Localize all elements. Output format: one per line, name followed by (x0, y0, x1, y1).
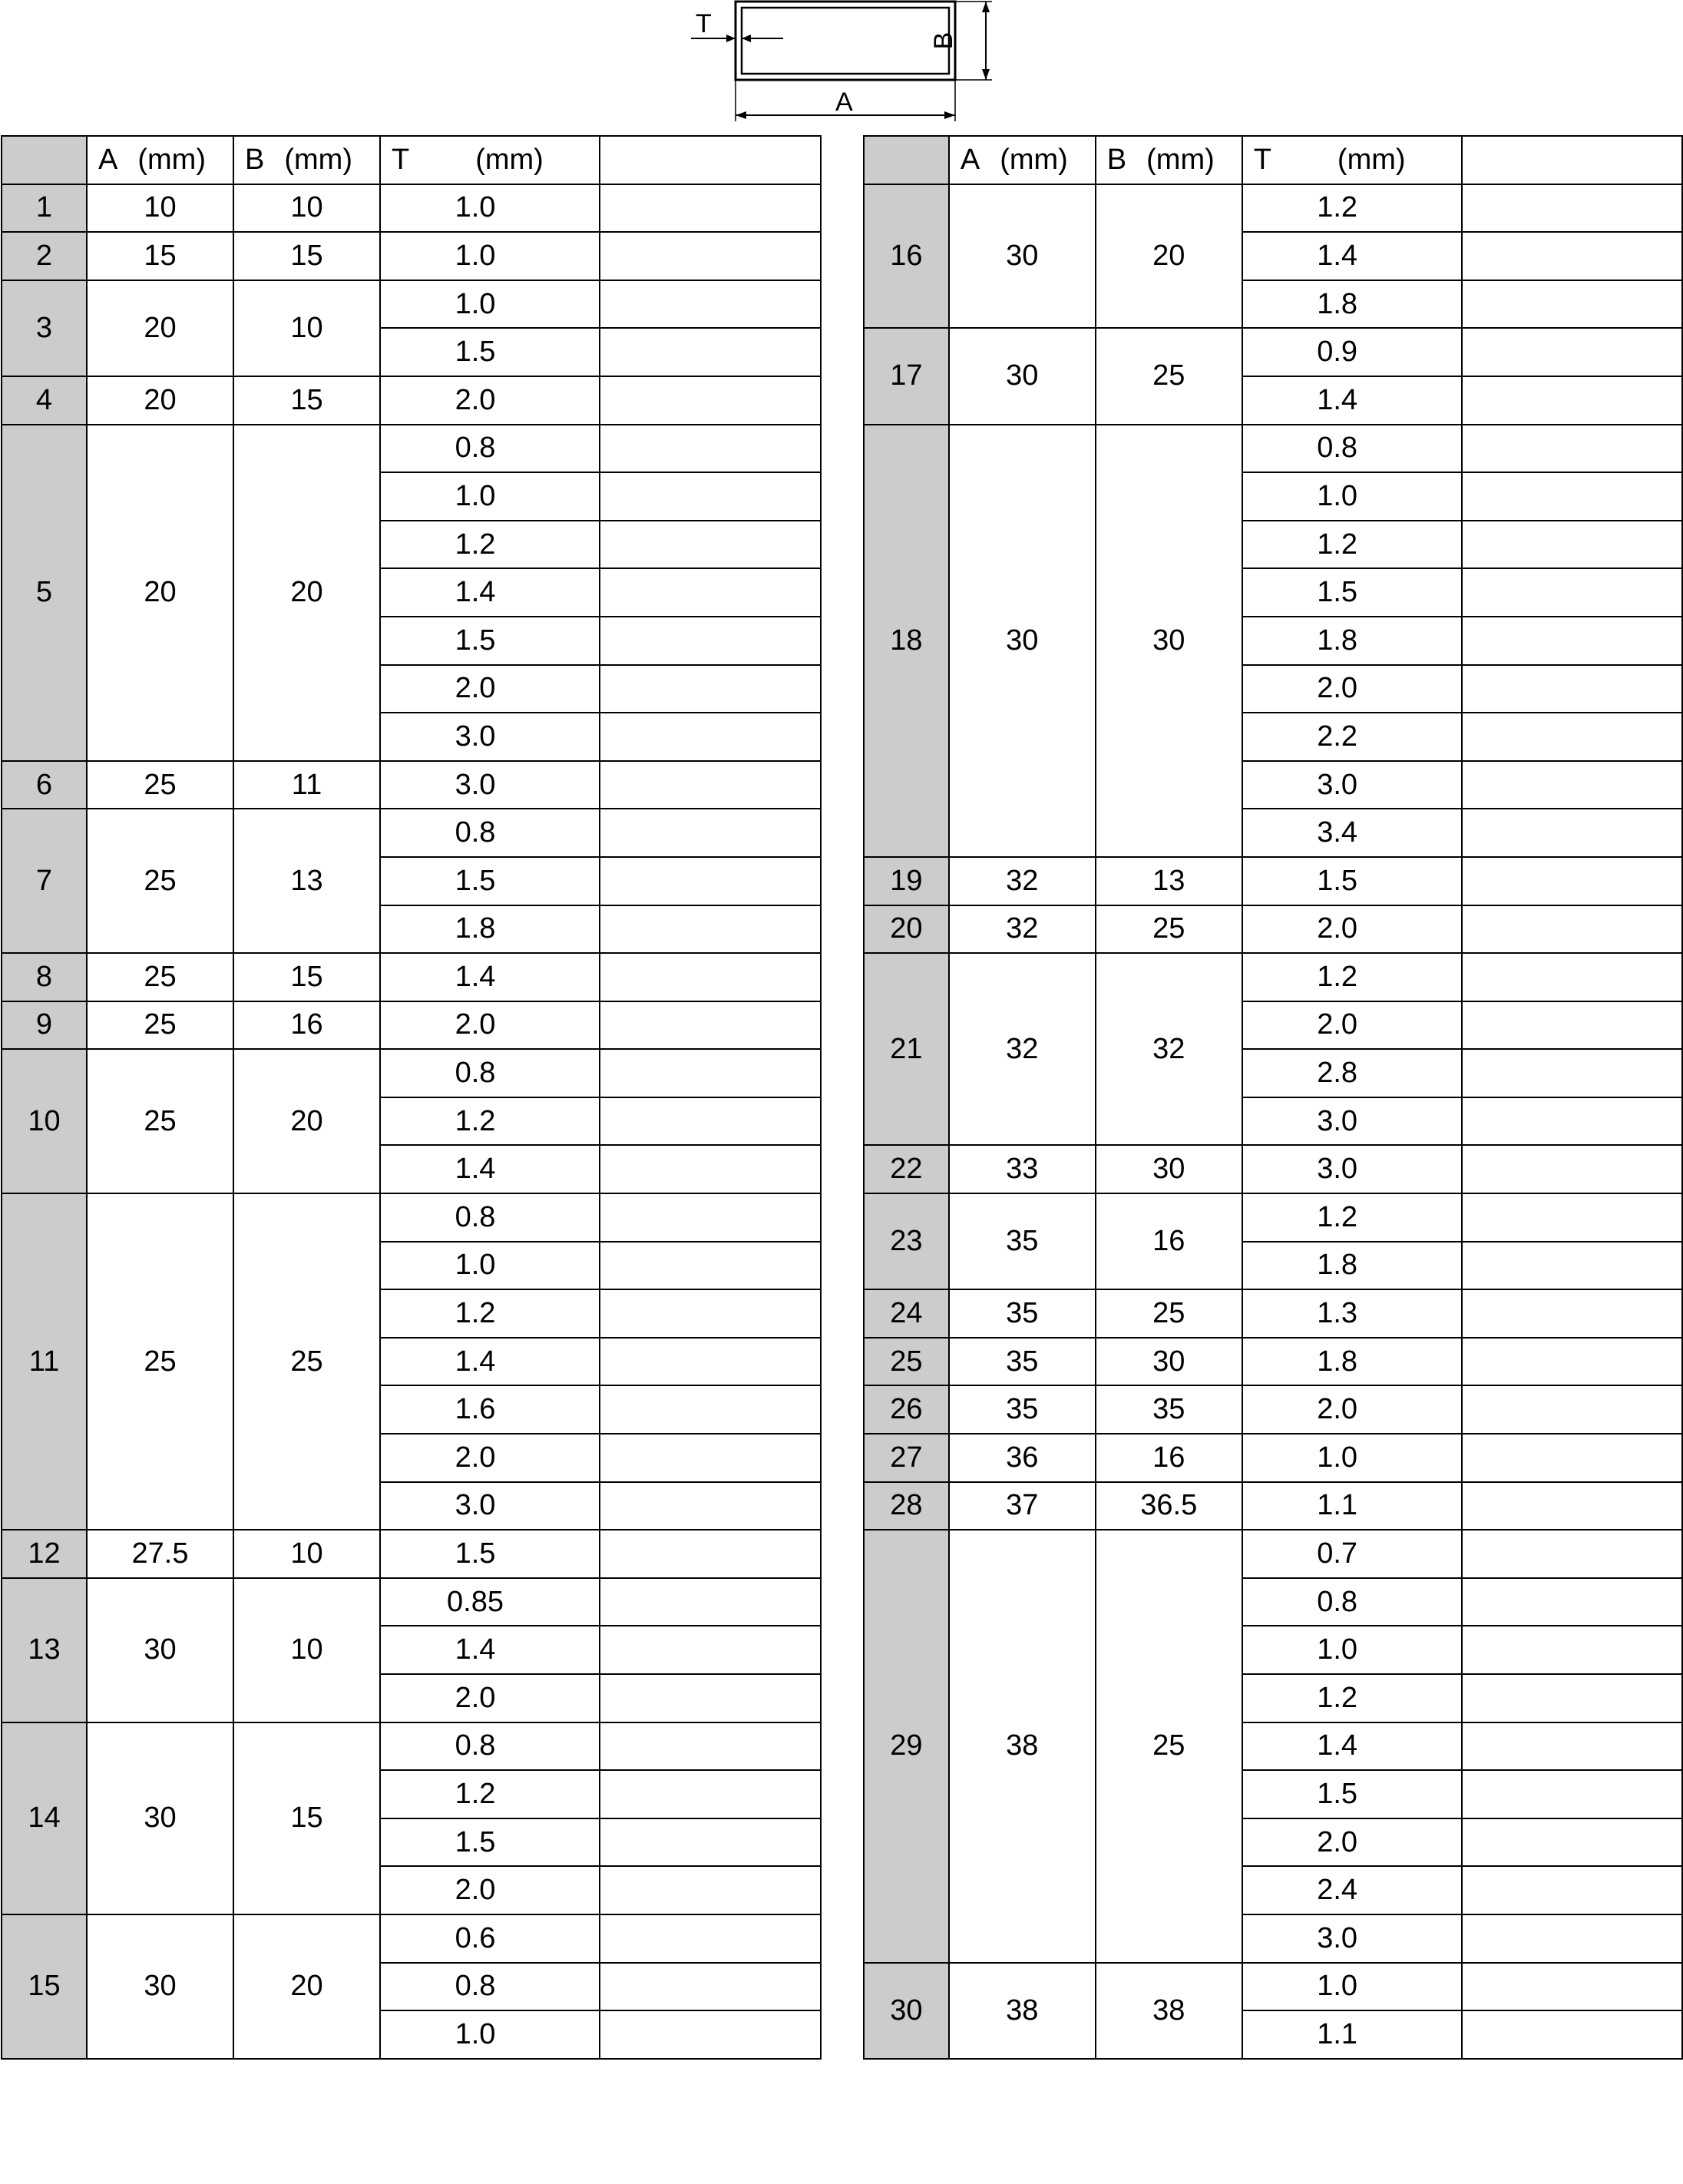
dim-b-cell: 25 (1096, 1289, 1242, 1338)
header-a: A (mm) (87, 136, 233, 184)
thickness-cell: 1.0 (380, 472, 600, 521)
blank-cell (1462, 1626, 1682, 1674)
blank-cell (600, 472, 821, 521)
size-no-cell: 7 (2, 809, 87, 953)
dim-b-cell: 16 (1096, 1434, 1242, 1482)
dim-b-cell: 16 (1096, 1193, 1242, 1289)
dim-b-cell: 11 (233, 761, 380, 809)
thickness-cell: 0.8 (380, 1049, 600, 1097)
blank-cell (600, 953, 821, 1001)
thickness-cell: 1.0 (380, 184, 600, 233)
thickness-cell: 1.1 (1242, 1482, 1462, 1530)
blank-cell (600, 665, 821, 713)
blank-cell (1462, 568, 1682, 617)
blank-cell (600, 857, 821, 905)
dim-a-cell: 32 (949, 905, 1096, 954)
dim-b-cell: 38 (1096, 1963, 1242, 2059)
header-b: B (mm) (1096, 136, 1242, 184)
thickness-cell: 0.8 (1242, 425, 1462, 473)
table-row (864, 1530, 1682, 1578)
table-header-row (2, 136, 821, 184)
dim-a-cell: 20 (87, 425, 233, 761)
blank-cell (600, 905, 821, 954)
thickness-cell: 3.0 (380, 713, 600, 761)
blank-cell (600, 1097, 821, 1146)
blank-cell (600, 1049, 821, 1097)
blank-cell (1462, 905, 1682, 954)
table-row (2, 280, 821, 329)
thickness-cell: 1.0 (380, 280, 600, 329)
thickness-cell: 1.4 (1242, 232, 1462, 280)
thickness-cell: 0.8 (380, 809, 600, 857)
blank-cell (600, 1674, 821, 1722)
blank-cell (1462, 1049, 1682, 1097)
thickness-cell: 1.2 (1242, 1193, 1462, 1242)
dim-a-cell: 35 (949, 1385, 1096, 1434)
thickness-cell: 2.0 (380, 1001, 600, 1050)
blank-cell (600, 328, 821, 376)
blank-cell (600, 761, 821, 809)
dim-a-cell: 30 (87, 1914, 233, 2059)
table-row (2, 809, 821, 857)
thickness-cell: 3.4 (1242, 809, 1462, 857)
dim-b-cell: 36.5 (1096, 1482, 1242, 1530)
diagram-label-b: B (929, 31, 958, 50)
blank-cell (600, 1242, 821, 1290)
dim-a-cell: 30 (87, 1578, 233, 1722)
header-no (2, 136, 87, 184)
blank-cell (1462, 761, 1682, 809)
blank-cell (1462, 665, 1682, 713)
size-no-cell: 9 (2, 1001, 87, 1050)
thickness-cell: 1.1 (1242, 2010, 1462, 2059)
blank-cell (1462, 1963, 1682, 2011)
dim-a-cell: 25 (87, 1049, 233, 1193)
thickness-cell: 2.0 (380, 1674, 600, 1722)
blank-cell (1462, 1434, 1682, 1482)
blank-cell (1462, 1866, 1682, 1914)
blank-cell (600, 184, 821, 233)
thickness-cell: 1.5 (380, 1818, 600, 1867)
dim-a-cell: 10 (87, 184, 233, 233)
size-no-cell: 16 (864, 184, 949, 329)
dim-a-cell: 38 (949, 1963, 1096, 2059)
blank-cell (600, 1530, 821, 1578)
dim-b-cell: 15 (233, 953, 380, 1001)
dim-b-cell: 10 (233, 280, 380, 376)
blank-cell (1462, 1338, 1682, 1386)
thickness-cell: 1.5 (380, 617, 600, 665)
blank-cell (1462, 1001, 1682, 1050)
table-row (864, 857, 1682, 905)
dim-a-cell: 37 (949, 1482, 1096, 1530)
table-row (864, 1434, 1682, 1482)
size-no-cell: 23 (864, 1193, 949, 1289)
thickness-cell: 1.4 (380, 1145, 600, 1193)
thickness-cell: 1.4 (1242, 376, 1462, 425)
blank-cell (1462, 1530, 1682, 1578)
header-a: A (mm) (949, 136, 1096, 184)
tube-cross-section-diagram (691, 0, 1013, 123)
table-row (2, 376, 821, 425)
thickness-cell: 3.0 (1242, 1145, 1462, 1193)
header-t: T (mm) (1242, 136, 1462, 184)
table-row (864, 1963, 1682, 2011)
size-no-cell: 21 (864, 953, 949, 1145)
thickness-cell: 0.85 (380, 1578, 600, 1626)
blank-cell (1462, 1818, 1682, 1867)
table-row (2, 425, 821, 473)
blank-cell (600, 1770, 821, 1818)
dim-b-cell: 20 (233, 1914, 380, 2059)
thickness-cell: 0.8 (380, 1963, 600, 2011)
thickness-cell: 2.4 (1242, 1866, 1462, 1914)
dim-a-cell: 25 (87, 809, 233, 953)
table-row (864, 184, 1682, 233)
blank-cell (1462, 2010, 1682, 2059)
table-row (864, 1289, 1682, 1338)
blank-cell (600, 425, 821, 473)
blank-cell (1462, 1914, 1682, 1963)
thickness-cell: 0.8 (1242, 1578, 1462, 1626)
thickness-cell: 1.4 (380, 568, 600, 617)
thickness-cell: 0.9 (1242, 328, 1462, 376)
thickness-cell: 1.0 (1242, 1963, 1462, 2011)
dim-a-cell: 25 (87, 953, 233, 1001)
table-row (864, 1145, 1682, 1193)
dim-b-cell: 35 (1096, 1385, 1242, 1434)
table-row (2, 1722, 821, 1771)
thickness-cell: 1.0 (380, 232, 600, 280)
size-no-cell: 29 (864, 1530, 949, 1962)
thickness-cell: 1.2 (1242, 521, 1462, 569)
thickness-cell: 1.0 (1242, 1626, 1462, 1674)
table-row (2, 953, 821, 1001)
thickness-cell: 3.0 (1242, 1097, 1462, 1146)
size-no-cell: 18 (864, 425, 949, 857)
blank-cell (1462, 1097, 1682, 1146)
blank-cell (1462, 617, 1682, 665)
header-no (864, 136, 949, 184)
blank-cell (1462, 376, 1682, 425)
header-t: T (mm) (380, 136, 600, 184)
blank-cell (600, 1722, 821, 1771)
table-row (2, 232, 821, 280)
dim-b-cell: 30 (1096, 1145, 1242, 1193)
thickness-cell: 1.5 (1242, 857, 1462, 905)
blank-cell (600, 1963, 821, 2011)
size-no-cell: 26 (864, 1385, 949, 1434)
thickness-cell: 1.8 (1242, 1338, 1462, 1386)
table-row (2, 1530, 821, 1578)
table-row (864, 1193, 1682, 1242)
dim-a-cell: 30 (949, 184, 1096, 329)
thickness-cell: 2.0 (1242, 905, 1462, 954)
blank-cell (600, 280, 821, 329)
blank-cell (600, 521, 821, 569)
thickness-cell: 1.8 (1242, 617, 1462, 665)
dim-a-cell: 25 (87, 1193, 233, 1530)
thickness-cell: 0.8 (380, 425, 600, 473)
blank-cell (1462, 1145, 1682, 1193)
table-row (864, 328, 1682, 376)
dim-b-cell: 15 (233, 376, 380, 425)
dim-b-cell: 25 (1096, 328, 1242, 424)
blank-cell (1462, 1674, 1682, 1722)
dim-b-cell: 13 (1096, 857, 1242, 905)
size-no-cell: 22 (864, 1145, 949, 1193)
thickness-cell: 1.5 (1242, 1770, 1462, 1818)
dim-b-cell: 20 (233, 1049, 380, 1193)
spec-table-left (1, 135, 822, 2060)
table-row (864, 1385, 1682, 1434)
size-no-cell: 30 (864, 1963, 949, 2059)
size-no-cell: 6 (2, 761, 87, 809)
thickness-cell: 1.0 (1242, 472, 1462, 521)
dim-b-cell: 15 (233, 232, 380, 280)
blank-cell (600, 1818, 821, 1867)
thickness-cell: 2.0 (380, 665, 600, 713)
thickness-cell: 0.8 (380, 1193, 600, 1242)
diagram-label-a: A (835, 88, 853, 117)
thickness-cell: 1.0 (1242, 1434, 1462, 1482)
dim-b-cell: 10 (233, 1530, 380, 1578)
size-no-cell: 25 (864, 1338, 949, 1386)
thickness-cell: 2.0 (1242, 1385, 1462, 1434)
size-no-cell: 10 (2, 1049, 87, 1193)
dim-a-cell: 20 (87, 280, 233, 376)
blank-cell (600, 1578, 821, 1626)
blank-cell (600, 1866, 821, 1914)
blank-cell (600, 1289, 821, 1338)
dim-b-cell: 13 (233, 809, 380, 953)
thickness-cell: 1.2 (1242, 953, 1462, 1001)
size-no-cell: 20 (864, 905, 949, 954)
dim-a-cell: 35 (949, 1338, 1096, 1386)
dim-a-cell: 30 (87, 1722, 233, 1914)
thickness-cell: 3.0 (1242, 761, 1462, 809)
thickness-cell: 2.0 (380, 1866, 600, 1914)
blank-cell (1462, 713, 1682, 761)
thickness-cell: 1.0 (380, 1242, 600, 1290)
thickness-cell: 1.5 (380, 328, 600, 376)
blank-cell (1462, 857, 1682, 905)
size-no-cell: 24 (864, 1289, 949, 1338)
table-row (864, 953, 1682, 1001)
dim-b-cell: 30 (1096, 1338, 1242, 1386)
thickness-cell: 2.0 (380, 376, 600, 425)
table-header-row (864, 136, 1682, 184)
thickness-cell: 1.2 (1242, 1674, 1462, 1722)
dim-a-cell: 38 (949, 1530, 1096, 1962)
size-no-cell: 17 (864, 328, 949, 424)
thickness-cell: 1.5 (1242, 568, 1462, 617)
size-no-cell: 15 (2, 1914, 87, 2059)
table-row (2, 761, 821, 809)
blank-cell (600, 1626, 821, 1674)
blank-cell (1462, 1722, 1682, 1771)
blank-cell (600, 568, 821, 617)
blank-cell (600, 1193, 821, 1242)
table-row (2, 184, 821, 233)
thickness-cell: 3.0 (1242, 1914, 1462, 1963)
thickness-cell: 2.0 (380, 1434, 600, 1482)
thickness-cell: 1.4 (1242, 1722, 1462, 1771)
blank-cell (1462, 472, 1682, 521)
blank-cell (1462, 809, 1682, 857)
dim-a-cell: 25 (87, 1001, 233, 1050)
thickness-cell: 0.6 (380, 1914, 600, 1963)
table-row (2, 1193, 821, 1242)
thickness-cell: 1.8 (1242, 280, 1462, 329)
thickness-cell: 1.8 (1242, 1242, 1462, 1290)
blank-cell (600, 1914, 821, 1963)
size-no-cell: 14 (2, 1722, 87, 1914)
table-row (864, 1482, 1682, 1530)
size-no-cell: 4 (2, 376, 87, 425)
thickness-cell: 1.2 (380, 1097, 600, 1146)
dim-a-cell: 30 (949, 425, 1096, 857)
thickness-cell: 3.0 (380, 761, 600, 809)
dim-b-cell: 10 (233, 1578, 380, 1722)
header-b: B (mm) (233, 136, 380, 184)
blank-cell (1462, 1289, 1682, 1338)
blank-cell (600, 809, 821, 857)
blank-cell (600, 232, 821, 280)
blank-cell (1462, 328, 1682, 376)
table-row (2, 1049, 821, 1097)
dim-a-cell: 36 (949, 1434, 1096, 1482)
thickness-cell: 1.4 (380, 1626, 600, 1674)
size-no-cell: 27 (864, 1434, 949, 1482)
size-no-cell: 8 (2, 953, 87, 1001)
thickness-cell: 0.8 (380, 1722, 600, 1771)
dim-b-cell: 20 (233, 425, 380, 761)
blank-cell (1462, 425, 1682, 473)
blank-cell (1462, 1242, 1682, 1290)
dim-a-cell: 35 (949, 1289, 1096, 1338)
dim-a-cell: 25 (87, 761, 233, 809)
thickness-cell: 2.2 (1242, 713, 1462, 761)
blank-cell (1462, 521, 1682, 569)
thickness-cell: 1.2 (1242, 184, 1462, 233)
thickness-cell: 1.5 (380, 1530, 600, 1578)
spec-table-right (863, 135, 1683, 2060)
size-no-cell: 11 (2, 1193, 87, 1530)
dim-a-cell: 35 (949, 1193, 1096, 1289)
dim-a-cell: 27.5 (87, 1530, 233, 1578)
dim-a-cell: 30 (949, 328, 1096, 424)
table-row (864, 905, 1682, 954)
dim-a-cell: 32 (949, 953, 1096, 1145)
dim-a-cell: 15 (87, 232, 233, 280)
size-no-cell: 28 (864, 1482, 949, 1530)
dim-a-cell: 20 (87, 376, 233, 425)
dim-b-cell: 15 (233, 1722, 380, 1914)
thickness-cell: 1.4 (380, 1338, 600, 1386)
blank-cell (600, 1338, 821, 1386)
blank-cell (600, 1001, 821, 1050)
blank-cell (600, 1145, 821, 1193)
blank-cell (600, 1434, 821, 1482)
diagram-label-t: T (696, 9, 712, 38)
size-no-cell: 1 (2, 184, 87, 233)
thickness-cell: 1.2 (380, 1289, 600, 1338)
blank-cell (1462, 1482, 1682, 1530)
blank-cell (1462, 1770, 1682, 1818)
table-row (2, 1578, 821, 1626)
dim-b-cell: 16 (233, 1001, 380, 1050)
dim-b-cell: 10 (233, 184, 380, 233)
blank-cell (600, 2010, 821, 2059)
thickness-cell: 2.0 (1242, 1818, 1462, 1867)
dim-b-cell: 25 (1096, 1530, 1242, 1962)
blank-cell (600, 617, 821, 665)
header-extra (600, 136, 821, 184)
thickness-cell: 1.3 (1242, 1289, 1462, 1338)
thickness-cell: 2.0 (1242, 1001, 1462, 1050)
table-row (2, 1001, 821, 1050)
blank-cell (1462, 280, 1682, 329)
thickness-cell: 1.0 (380, 2010, 600, 2059)
blank-cell (600, 1385, 821, 1434)
blank-cell (1462, 184, 1682, 233)
table-row (864, 1338, 1682, 1386)
blank-cell (1462, 1193, 1682, 1242)
dim-a-cell: 33 (949, 1145, 1096, 1193)
thickness-cell: 2.8 (1242, 1049, 1462, 1097)
size-no-cell: 13 (2, 1578, 87, 1722)
blank-cell (1462, 1385, 1682, 1434)
dim-a-cell: 32 (949, 857, 1096, 905)
thickness-cell: 1.2 (380, 521, 600, 569)
dim-b-cell: 30 (1096, 425, 1242, 857)
size-no-cell: 5 (2, 425, 87, 761)
thickness-cell: 1.2 (380, 1770, 600, 1818)
header-extra (1462, 136, 1682, 184)
thickness-cell: 2.0 (1242, 665, 1462, 713)
dim-b-cell: 20 (1096, 184, 1242, 329)
blank-cell (600, 1482, 821, 1530)
dim-b-cell: 32 (1096, 953, 1242, 1145)
thickness-cell: 1.5 (380, 857, 600, 905)
blank-cell (1462, 953, 1682, 1001)
blank-cell (1462, 1578, 1682, 1626)
table-row (864, 425, 1682, 473)
dim-b-cell: 25 (1096, 905, 1242, 954)
thickness-cell: 1.8 (380, 905, 600, 954)
size-no-cell: 2 (2, 232, 87, 280)
thickness-cell: 1.4 (380, 953, 600, 1001)
thickness-cell: 3.0 (380, 1482, 600, 1530)
thickness-cell: 0.7 (1242, 1530, 1462, 1578)
blank-cell (600, 713, 821, 761)
size-no-cell: 12 (2, 1530, 87, 1578)
thickness-cell: 1.6 (380, 1385, 600, 1434)
size-no-cell: 3 (2, 280, 87, 376)
size-no-cell: 19 (864, 857, 949, 905)
blank-cell (1462, 232, 1682, 280)
blank-cell (600, 376, 821, 425)
dim-b-cell: 25 (233, 1193, 380, 1530)
table-row (2, 1914, 821, 1963)
